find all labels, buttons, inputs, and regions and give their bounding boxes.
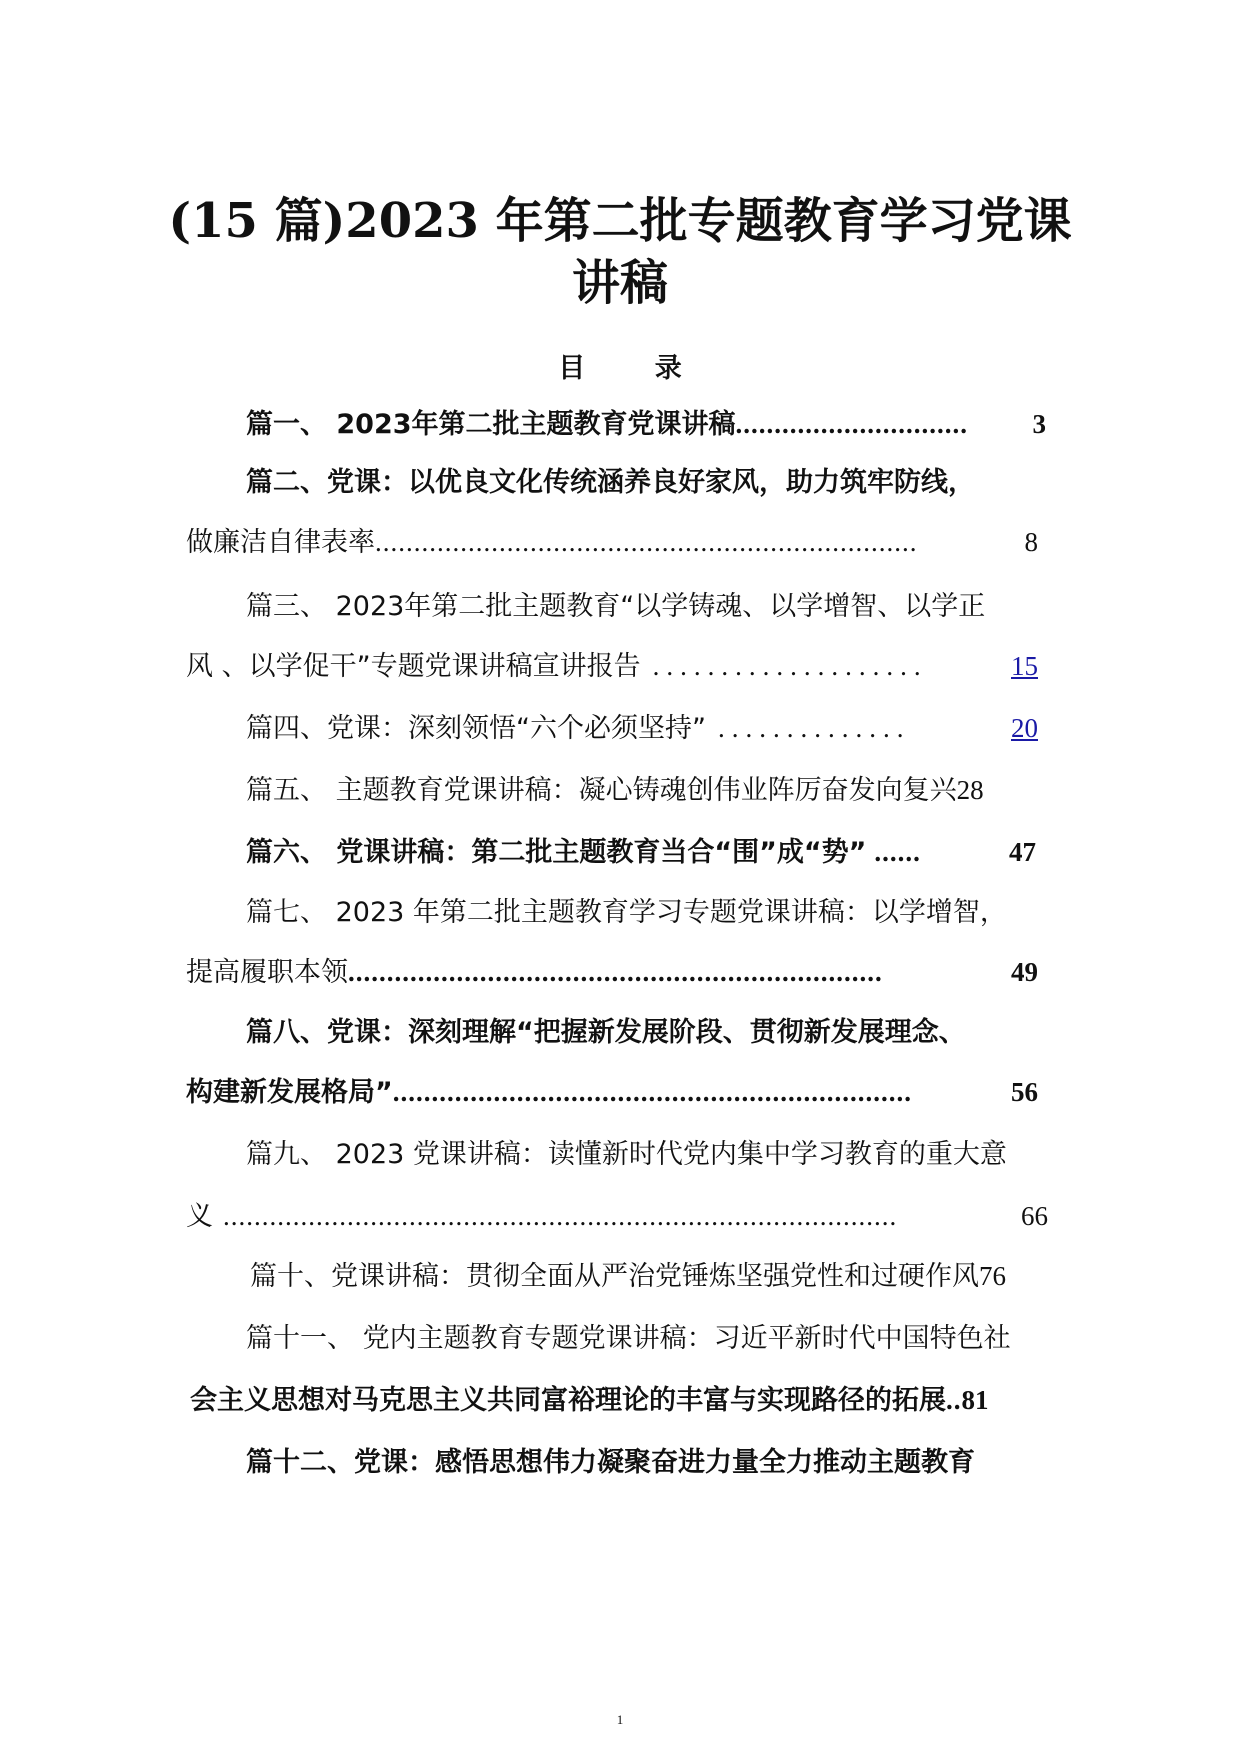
toc-entry-text: 会主义思想对马克思主义共同富裕理论的丰富与实现路径的拓展 — [190, 1385, 946, 1416]
toc-entry-8[interactable] — [246, 1010, 1056, 1052]
toc-page-number: 81 — [961, 1385, 989, 1415]
toc-entry-2[interactable] — [246, 460, 1046, 502]
toc-page-number: 66 — [1021, 1201, 1048, 1231]
toc-entry-text: 篇十一、 党内主题教育专题党课讲稿：习近平新时代中国特色社 — [246, 1323, 1011, 1354]
document-title-line-2: 讲稿 — [571, 255, 668, 311]
toc-page-number: 76 — [979, 1261, 1006, 1291]
toc-heading: 目 录 — [558, 353, 712, 384]
toc-page-number: 56 — [1011, 1077, 1038, 1107]
toc-entry-text: 篇十二、党课：感悟思想伟力凝聚奋进力量全力推动主题教育 — [246, 1447, 975, 1478]
toc-entry-text: 提高履职本领 — [186, 957, 348, 988]
toc-leader-dots: ...... — [874, 837, 921, 867]
toc-entry-3[interactable] — [246, 584, 1056, 626]
toc-entry-text: 义 — [186, 1201, 213, 1232]
toc-leader-dots: .............................. — [735, 409, 969, 439]
toc-entry-9-cont[interactable] — [186, 1194, 1048, 1236]
toc-entry-text: 篇十、党课讲稿：贯彻全面从严治党锤炼坚强党性和过硬作风 — [250, 1261, 979, 1292]
toc-entry-text: 篇一、 2023年第二批主题教育党课讲稿 — [246, 409, 736, 440]
toc-entry-text: 篇五、 主题教育党课讲稿：凝心铸魂创伟业阵厉奋发向复兴 — [246, 775, 957, 806]
toc-page-link[interactable]: 15 — [1011, 651, 1038, 681]
toc-page-number: 3 — [1032, 409, 1046, 439]
toc-entry-11[interactable] — [246, 1316, 1056, 1358]
toc-entry-9[interactable] — [246, 1132, 1056, 1174]
toc-entry-text: 篇四、党课：深刻领悟“六个必须坚持” — [246, 713, 706, 744]
toc-page-number: 28 — [956, 775, 984, 805]
toc-leader-dots: .............. — [717, 713, 911, 743]
toc-entry-2-cont[interactable] — [186, 520, 1038, 562]
toc-entry-text: 篇六、 党课讲稿：第二批主题教育当合“围”成“势” — [246, 837, 867, 868]
toc-entry-6[interactable] — [246, 830, 1036, 872]
toc-entry-1[interactable] — [246, 402, 1046, 444]
toc-leader-dots: ................................................................... — [392, 1077, 912, 1107]
toc-entry-3-cont[interactable] — [186, 644, 1038, 686]
toc-page-number: 49 — [1011, 957, 1038, 987]
toc-entry-11-cont[interactable] — [190, 1378, 1042, 1420]
toc-entry-text: 篇七、 2023 年第二批主题教育学习专题党课讲稿：以学增智， — [246, 897, 1007, 928]
toc-leader-dots: ....................................................................................... — [223, 1201, 898, 1231]
toc-entry-text: 篇二、党课：以优良文化传统涵养良好家风，助力筑牢防线， — [246, 467, 975, 498]
toc-entry-10[interactable] — [250, 1254, 1080, 1296]
toc-entry-text: 风 、以学促干”专题党课讲稿宣讲报告 — [186, 651, 641, 682]
toc-entry-7[interactable] — [246, 890, 1056, 932]
toc-entry-text: 做廉洁自律表率 — [186, 527, 375, 558]
toc-entry-4[interactable] — [246, 706, 1038, 748]
toc-entry-text: 篇九、 2023 党课讲稿：读懂新时代党内集中学习教育的重大意 — [246, 1139, 1007, 1170]
toc-leader-dots: .................... — [652, 651, 928, 681]
toc-entry-text: 构建新发展格局” — [186, 1077, 393, 1108]
toc-page-number: 47 — [1009, 837, 1036, 867]
toc-entry-8-cont[interactable] — [186, 1070, 1038, 1112]
page-number-footer: 1 — [616, 1712, 624, 1727]
document-title-line-1: (15 篇)2023 年第二批专题教育学习党课 — [168, 193, 1072, 249]
toc-entry-12[interactable] — [246, 1440, 1056, 1482]
toc-entry-5[interactable] — [246, 768, 1076, 810]
toc-leader-dots: ..................................................................... — [348, 957, 883, 987]
toc-entry-text: 篇八、党课：深刻理解“把握新发展阶段、贯彻新发展理念、 — [246, 1017, 966, 1048]
toc-entry-text: 篇三、 2023年第二批主题教育“以学铸魂、以学增智、以学正 — [246, 591, 986, 622]
toc-page-number: 8 — [1024, 527, 1038, 557]
toc-page-link[interactable]: 20 — [1011, 713, 1038, 743]
toc-entry-7-cont[interactable] — [186, 950, 1038, 992]
toc-leader-dots: ...................................................................... — [375, 527, 918, 557]
toc-leader-dots: .. — [946, 1385, 962, 1415]
